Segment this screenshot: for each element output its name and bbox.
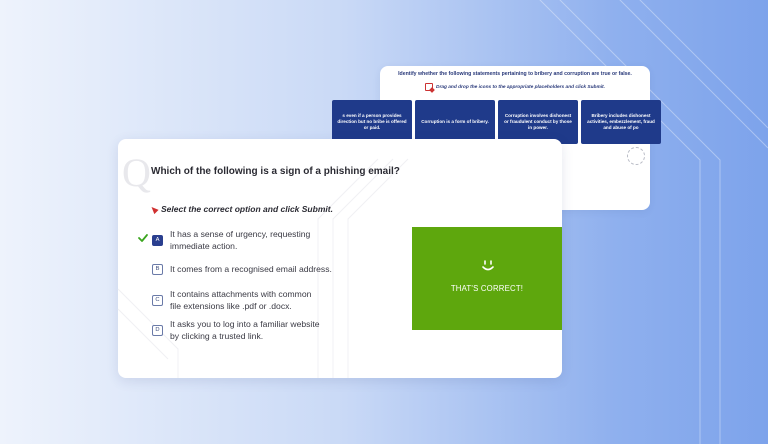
option-letter-badge: A	[152, 235, 163, 246]
option-text: It contains attachments with common file extensions like .pdf or .docx.	[170, 289, 312, 312]
statement-card: Corruption involves dishonest or fraudulent conduct by those in power.	[498, 100, 578, 144]
cursor-icon	[149, 204, 158, 213]
option-text: It comes from a recognised email address.	[170, 264, 332, 274]
checkmark-icon	[138, 234, 148, 242]
option-c[interactable]	[152, 288, 320, 312]
option-d[interactable]	[152, 318, 320, 342]
question-text: Which of the following is a sign of a phishing email?	[151, 166, 400, 177]
select-instruction-text: Select the correct option and click Submit.	[161, 204, 333, 214]
activity-instruction	[380, 83, 650, 91]
drop-placeholder[interactable]	[627, 147, 645, 165]
select-instruction	[151, 204, 333, 214]
statement-card: Corruption is a form of bribery.	[415, 100, 495, 144]
statement-row	[332, 100, 661, 144]
smiley-icon	[481, 259, 495, 273]
option-letter-badge: D	[152, 325, 163, 336]
option-letter-badge: B	[152, 264, 163, 275]
activity-instruction-text: Drag and drop the icons to the appropriate placeholders and click Submit.	[436, 84, 605, 90]
statement-card: Bribery includes dishonest activities, embezzlement, fraud and abuse of po	[581, 100, 661, 144]
option-text: It has a sense of urgency, requesting immediate action.	[170, 229, 311, 252]
drag-drop-icon	[425, 83, 433, 91]
statement-card: s even if a person provides direction but no bribe is offered or paid.	[332, 100, 412, 144]
option-b[interactable]	[152, 263, 370, 275]
mcq-activity-card	[118, 139, 562, 378]
option-text: It asks you to log into a familiar website by clicking a trusted link.	[170, 319, 320, 342]
feedback-panel	[412, 227, 562, 330]
option-letter-badge: C	[152, 295, 163, 306]
option-a[interactable]	[152, 228, 320, 252]
activity-title: Identify whether the following statements pertaining to bribery and corruption are true or false.	[398, 71, 632, 77]
feedback-text: THAT'S CORRECT!	[450, 284, 524, 293]
question-mark-decoration: Q	[122, 150, 151, 195]
